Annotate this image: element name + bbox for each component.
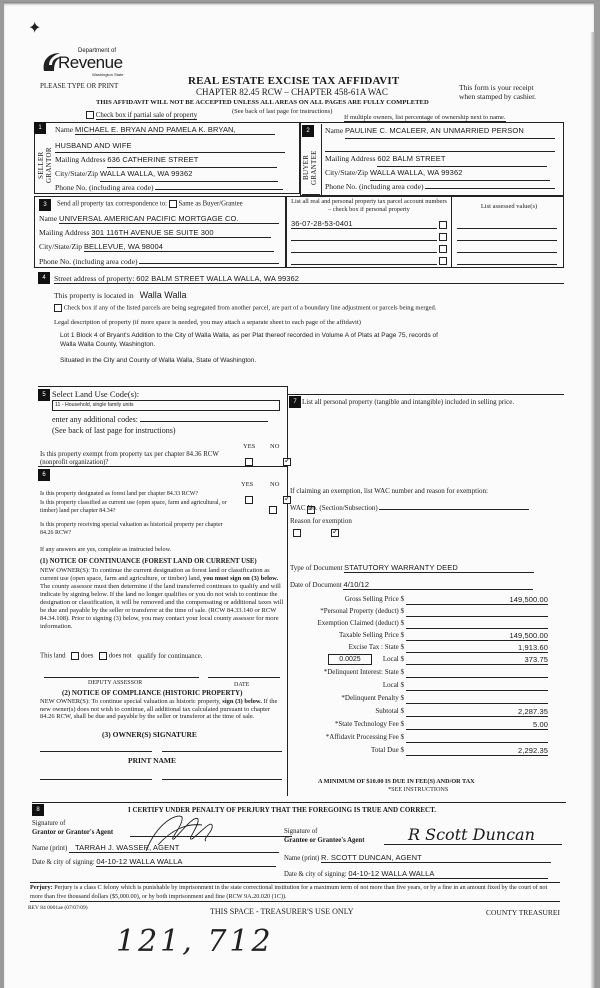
section-1-number: 1 [34, 122, 46, 134]
corr-phone-label: Phone No. (including area code) [39, 257, 138, 266]
same-as-buyer-checkbox[interactable] [169, 200, 177, 208]
processing-fee-input[interactable] [406, 733, 548, 743]
yes-header-6: YES [241, 481, 254, 488]
segregated-checkbox[interactable] [54, 304, 62, 312]
grantor-name-row [32, 843, 279, 853]
subtotal-label: Subtotal $ [375, 707, 404, 715]
tech-fee-label: *State Technology Fee $ [334, 720, 404, 728]
segregated-label: Check box if any of the listed parcels are being segregated from another parcel, are part of a boundary line adjustment or parcels being merged. [63, 304, 437, 312]
seller-name-input[interactable]: MICHAEL E. BRYAN AND PAMELA K. BRYAN, [75, 125, 275, 135]
reason-label: Reason for exemption [290, 517, 352, 525]
send-correspondence-row [57, 200, 243, 208]
amount-row-delinquent-interest-state [288, 668, 554, 681]
buyer-grantee-label: BUYER GRANTEE [302, 141, 320, 195]
amount-row-delinquent-interest-local [288, 681, 554, 694]
grantor-date-row [32, 857, 276, 867]
corr-name-row [39, 214, 279, 224]
handwritten-number: 121, 712 [116, 924, 274, 959]
seller-name-row [55, 125, 295, 139]
form-subtitle: CHAPTER 82.45 RCW – CHAPTER 458-61A WAC [196, 87, 388, 97]
street-address-label: Street address of property: [54, 274, 135, 283]
delinquent-penalty-input[interactable] [406, 694, 548, 704]
personal-property-label: List all personal property (tangible and intangible) included in selling price. [302, 398, 515, 406]
doc-date-row [290, 580, 533, 590]
partial-sale-checkbox[interactable] [86, 111, 94, 119]
send-correspondence-label: Send all property tax correspondence to: [57, 200, 168, 208]
parcel-row [291, 243, 561, 255]
does-not-checkbox[interactable] [99, 652, 107, 660]
amount-row-subtotal [288, 707, 554, 720]
amount-table [288, 595, 554, 759]
seller-phone-label: Phone No. (including area code) [55, 183, 154, 192]
personal-property-checkbox[interactable] [439, 233, 447, 241]
does-label: does [80, 652, 94, 660]
excise-state-label: Excise Tax : State $ [348, 643, 404, 651]
seller-mailing-input[interactable]: 636 CATHERINE STREET [107, 153, 277, 168]
assessed-value-input[interactable] [457, 243, 557, 253]
notice-compliance-text-b: If the new owner(s) does not wish to continue, all additional tax calculated pursuant to chapter 84.26 RCW, shall be due and payable by the seller or transferor at the time of sale. [40, 698, 278, 720]
receipt-note-1: This form is your receipt [459, 83, 534, 92]
subtotal-input[interactable]: 2,287.35 [406, 707, 548, 717]
notice-continuance-title: (1) NOTICE OF CONTINUANCE (FOREST LAND OR CURRENT USE) [40, 558, 257, 565]
section-2-buyer [300, 122, 564, 196]
grantee-name-input[interactable]: R. SCOTT DUNCAN, AGENT [321, 853, 551, 863]
excise-local-input[interactable]: 373.75 [406, 655, 548, 665]
section-1-seller [34, 122, 300, 194]
continuance-row [40, 652, 202, 660]
section-7-sale-info [288, 394, 564, 798]
section-8-number: 8 [32, 804, 44, 816]
doc-type-row [290, 563, 534, 573]
grantor-name-input[interactable]: TARRAH J. WASSER, AGENT [69, 843, 279, 853]
corr-mailing-row [39, 228, 271, 238]
street-address-input[interactable]: 602 BALM STREET WALLA WALLA, WA 99362 [136, 274, 300, 283]
does-not-label: does not [108, 652, 132, 660]
doc-date-input[interactable]: 4/10/12 [343, 580, 533, 590]
grantee-name-row [284, 853, 551, 863]
corr-phone-input[interactable] [139, 256, 279, 264]
parcel-number-input[interactable] [291, 255, 437, 265]
dor-logo-line3: Washington State [92, 72, 124, 77]
buyer-phone-row [325, 180, 561, 194]
personal-property-checkbox[interactable] [439, 257, 447, 265]
qualify-label: qualify for continuance. [137, 652, 203, 660]
personal-property-checkbox[interactable] [439, 245, 447, 253]
current-use-question: Is this property classified as current use (open space, farm and agricultural, or timber) land per chapter 84.34? [40, 500, 227, 514]
exemption-label: If claiming an exemption, list WAC number and reason for exemption: [290, 487, 488, 495]
located-label: This property is located in [54, 291, 134, 300]
amount-row-excise-local [288, 655, 554, 668]
parcel-row [291, 219, 561, 231]
seller-fields [55, 125, 295, 195]
doc-type-input[interactable]: STATUTORY WARRANTY DEED [344, 563, 534, 573]
receipt-note-2: when stamped by cashier. [459, 92, 537, 101]
corr-mailing-input[interactable]: 301 116TH AVENUE SE SUITE 300 [91, 228, 271, 238]
amount-row-delinquent-penalty [288, 694, 554, 707]
minimum-note: A MINIMUM OF $10.00 IS DUE IN FEE(S) AND/OR TAX [318, 778, 475, 785]
amount-row-tech-fee [288, 720, 554, 733]
segregated-row [54, 304, 436, 312]
buyer-name-label: Name [325, 126, 344, 135]
section-4-number: 4 [38, 272, 50, 284]
seller-mailing-row [55, 153, 295, 167]
scan-mark-icon: ✦ [28, 18, 42, 37]
processing-fee-label: *Affidavit Processing Fee $ [325, 733, 404, 741]
total-due-input[interactable]: 2,292.35 [406, 746, 548, 756]
notice-continuance-text [40, 567, 284, 631]
yes-header: YES [243, 443, 256, 450]
buyer-fields [321, 124, 561, 196]
additional-codes-input[interactable] [140, 414, 268, 422]
perjury-text: Perjury is a class C felony which is punishable by imprisonment in the state correctional institution for a maximum term of not more than five years, or by a fine in an amount fixed by the court of not more than five thousand dollars ($5,000.00), or by both imprisonment and fine (RCW 9A.20.020 (1C)). [30, 884, 548, 900]
delinquent-interest-state-label: *Delinquent Interest: State $ [323, 668, 404, 676]
reason-input[interactable] [290, 527, 550, 557]
print-name-label: PRINT NAME [128, 756, 176, 765]
section-5-land-use [38, 386, 288, 466]
legal-description-line3[interactable]: Situated in the City and County of Walla Walla, State of Washington. [60, 357, 257, 364]
buyer-city-row [325, 166, 561, 180]
wac-input[interactable] [379, 502, 529, 510]
instructions-note: (See back of last page for instructions) [232, 108, 333, 115]
legal-description-line1[interactable]: Lot 1 Block 4 of Bryant's Addition to the City of Walla Walla, as per Plat thereof recorded in Volume A of Plats at Page 75, records of [60, 332, 438, 339]
buyer-name-input[interactable]: PAULINE C. MCALEER, AN UNMARRIED PERSON [345, 124, 555, 139]
parcel-number-input[interactable] [291, 243, 437, 253]
excise-state-input[interactable]: 1,913.60 [406, 643, 548, 653]
notice-compliance-bold: sign (3) below. [222, 698, 262, 705]
located-value[interactable]: Walla Walla [139, 290, 187, 300]
seller-mailing-label: Mailing Address [55, 155, 106, 164]
parcel-rows [291, 219, 561, 267]
street-address-row [54, 274, 564, 284]
seller-grantor-label: SELLER GRANTOR [37, 147, 53, 183]
current-use-yes-checkbox[interactable] [269, 506, 277, 514]
perjury-bold: Perjury: [30, 884, 53, 891]
no-header: NO [270, 443, 280, 450]
buyer-phone-input[interactable] [425, 180, 555, 189]
type-or-print: PLEASE TYPE OR PRINT [40, 82, 119, 90]
form-number: REV 84 0001ae (07/07/09) [28, 905, 88, 911]
parcel-number-input[interactable]: 36-07-28-53-0401 [291, 219, 437, 229]
seller-phone-row [55, 181, 295, 195]
section-6-designations [38, 466, 288, 796]
amount-row-taxable [288, 631, 554, 643]
seller-city-row [55, 167, 295, 181]
affidavit-page [4, 2, 594, 988]
land-use-select[interactable]: 11 - Household, single family units [52, 400, 280, 411]
buyer-mailing-label: Mailing Address [325, 154, 376, 163]
located-row [54, 290, 186, 300]
seller-phone-input[interactable] [155, 181, 283, 190]
total-due-label: Total Due $ [371, 746, 404, 754]
parcel-row [291, 231, 561, 243]
dor-logo [40, 47, 130, 77]
amount-row-exemption [288, 619, 554, 631]
excise-local-label: Local $ [382, 655, 404, 663]
buyer-city-input[interactable]: WALLA WALLA, WA 99362 [370, 166, 550, 181]
corr-name-input[interactable]: UNIVERSAL AMERICAN PACIFIC MORTGAGE CO. [59, 214, 279, 224]
amount-row-personal [288, 607, 554, 619]
amount-row-total [288, 746, 554, 759]
parcel-number-input[interactable] [291, 231, 437, 241]
section-5-number: 5 [38, 389, 50, 401]
notice-continuance-text-b: The county assessor must then determine if the land transferred continues to qualify and will indicate by signing below. If the land no longer qualifies or you do not wish to continue the designation or classification, it will be removed and the compensating or additional taxes will be due and payable by the seller or transferor at the time of sale. (RCW 84.33.140 or RCW 84.34.108). Prior to signing (3) below, you may contact your local county assessor for more information. [40, 583, 284, 630]
forest-yes-checkbox[interactable] [245, 496, 253, 504]
treasurer-space-label: THIS SPACE - TREASURER'S USE ONLY [210, 907, 354, 916]
assessed-value-input[interactable] [457, 219, 557, 229]
seller-city-input[interactable]: WALLA WALLA, WA 99362 [100, 167, 278, 182]
grantee-signature[interactable]: R Scott Duncan [408, 825, 535, 844]
wac-label: WAC No. (Section/Subsection) [290, 504, 378, 512]
doc-date-label: Date of Document [290, 581, 342, 589]
section-2-number: 2 [302, 125, 314, 137]
buyer-mailing-row [325, 152, 561, 166]
seller-name-input-2[interactable]: HUSBAND AND WIFE [55, 139, 285, 153]
parcel-header: List all real and personal property tax parcel account numbers – check box if personal property [291, 198, 447, 213]
section-3-tax-correspondence [34, 196, 286, 268]
taxable-price-label: Taxable Selling Price $ [338, 631, 404, 639]
grantee-sig-label-2: Grantee or Grantee's Agent [284, 837, 365, 844]
doc-type-label: Type of Document [290, 564, 343, 572]
personal-property-input[interactable] [302, 419, 542, 479]
dor-logo-line1: Department of [78, 48, 117, 54]
grantee-sig-label-1: Signature of [284, 828, 318, 835]
corr-phone-row [39, 256, 279, 266]
personal-property-checkbox[interactable] [439, 221, 447, 229]
delinquent-interest-state-input[interactable] [406, 668, 548, 678]
taxable-price-input[interactable]: 149,500.00 [406, 631, 548, 641]
county-treasurer-label: COUNTY TREASUREI [486, 908, 560, 917]
if-yes-note: If any answers are yes, complete as instructed below. [40, 546, 172, 553]
personal-property-deduct-label: *Personal Property (deduct) $ [320, 607, 404, 615]
grantee-name-label: Name (print) [284, 855, 320, 862]
parcel-row [291, 255, 561, 267]
corr-city-label: City/State/Zip [39, 242, 83, 251]
grantor-date-input[interactable]: 04-10-12 WALLA WALLA [96, 857, 276, 867]
no-header-6: NO [270, 481, 280, 488]
historical-question: Is this property receiving special valuation as historical property per chapter 84.26 RCW? [40, 522, 223, 536]
notice-continuance-bold: you must sign on (3) below. [202, 575, 279, 582]
exemption-deduct-label: Exemption Claimed (deduct) $ [317, 619, 404, 627]
notice-compliance-title: (2) NOTICE OF COMPLIANCE (HISTORIC PROPERTY) [62, 689, 243, 697]
corr-city-row [39, 242, 274, 252]
scan-edge-shadow [590, 32, 596, 988]
print-name-line-2[interactable] [162, 779, 282, 780]
section-7-number: 7 [289, 396, 301, 408]
partial-sale-row [86, 111, 197, 119]
local-rate-input[interactable]: 0.0025 [328, 654, 372, 665]
gross-price-input[interactable]: 149,500.00 [406, 595, 548, 605]
dor-logo-line2: Revenue [58, 53, 123, 72]
corr-city-input[interactable]: BELLEVUE, WA 98004 [84, 242, 274, 252]
section-6-number: 6 [38, 469, 50, 481]
additional-codes-label: enter any additional codes: [52, 415, 138, 424]
grantor-name-label: Name (print) [32, 845, 68, 852]
amount-row-processing-fee [288, 733, 554, 746]
grantee-signature-line[interactable] [384, 844, 562, 845]
wac-row [290, 502, 529, 512]
gross-price-label: Gross Selling Price $ [344, 595, 404, 603]
amount-row-gross [288, 595, 554, 607]
assessor-date-label: DATE [234, 682, 250, 688]
seller-city-label: City/State/Zip [55, 169, 99, 178]
same-as-buyer-label: Same as Buyer/Grantee [178, 200, 243, 208]
parcel-list [286, 196, 564, 268]
see-instructions: *SEE INSTRUCTIONS [388, 786, 449, 793]
assessed-value-input[interactable] [457, 231, 557, 241]
owner-signature-line-2[interactable] [162, 751, 282, 752]
owner-signature-label: (3) OWNER(S) SIGNATURE [102, 730, 197, 739]
buyer-phone-label: Phone No. (including area code) [325, 182, 424, 191]
grantee-date-input[interactable]: 04-10-12 WALLA WALLA [348, 869, 548, 879]
owner-signature-line-1[interactable] [40, 751, 152, 752]
corr-name-label: Name [39, 214, 58, 223]
form-title: REAL ESTATE EXCISE TAX AFFIDAVIT [188, 75, 400, 87]
seller-name-label: Name [55, 125, 74, 134]
deputy-assessor-label: DEPUTY ASSESSOR [88, 680, 143, 686]
exempt-question: Is this property exempt from property tax per chapter 84.36 RCW (nonprofit organization)? [40, 451, 219, 466]
section-8-signatures [32, 802, 566, 880]
notice-continuance-text-a: NEW OWNER(S): To continue the current designation as forest land or classification as current use (open space, farm and agriculture, or timber) land, [40, 567, 270, 582]
deputy-assessor-line[interactable] [44, 677, 199, 678]
legal-description-line2[interactable]: Walla Walla County, Washington. [60, 341, 156, 348]
does-checkbox[interactable] [71, 652, 79, 660]
forest-land-question: Is this property designated as forest land per chapter 84.33 RCW? [40, 491, 199, 497]
partial-sale-label: Check box if partial sale of property [95, 111, 198, 119]
see-back-note: (See back of last page for instructions) [52, 426, 176, 435]
grantor-sig-label-2: Grantor or Grantor's Agent [32, 829, 114, 836]
exemption-deduct-input[interactable] [406, 619, 548, 629]
section-3-number: 3 [39, 199, 51, 211]
certify-statement: I CERTIFY UNDER PENALTY OF PERJURY THAT THE FOREGOING IS TRUE AND CORRECT. [128, 806, 437, 814]
grantor-sig-label-1: Signature of [32, 820, 66, 827]
assessed-header: List assessed value(s) [480, 203, 538, 210]
delinquent-interest-local-label: Local $ [382, 681, 404, 689]
land-use-label: Select Land Use Code(s): [52, 389, 140, 399]
warning-text: THIS AFFIDAVIT WILL NOT BE ACCEPTED UNLESS ALL AREAS ON ALL PAGES ARE FULLY COMPLETED [96, 99, 429, 106]
print-name-line-1[interactable] [40, 779, 152, 780]
buyer-city-label: City/State/Zip [325, 168, 369, 177]
assessed-value-input[interactable] [457, 255, 557, 265]
grantee-date-row [284, 869, 548, 879]
notice-compliance-text [40, 698, 284, 721]
assessor-date-line[interactable] [208, 677, 280, 678]
delinquent-penalty-label: *Delinquent Penalty $ [341, 694, 404, 702]
additional-codes-row [52, 414, 268, 424]
personal-property-deduct-input[interactable] [406, 607, 548, 617]
tech-fee-input[interactable]: 5.00 [406, 720, 548, 730]
buyer-mailing-input[interactable]: 602 BALM STREET [377, 152, 547, 167]
multiple-owners-note: If multiple owners, list percentage of ownership next to name. [344, 114, 506, 121]
this-land-label: This land [40, 652, 66, 660]
grantee-date-label: Date & city of signing: [284, 871, 347, 878]
buyer-name-row [325, 124, 561, 138]
delinquent-interest-local-input[interactable] [406, 681, 548, 691]
perjury-notice [30, 882, 560, 902]
corr-mailing-label: Mailing Address [39, 228, 90, 237]
notice-compliance-text-a: NEW OWNER(S): To continue special valuation as historic property, [40, 698, 223, 705]
grantor-date-label: Date & city of signing: [32, 859, 95, 866]
buyer-name-input-2[interactable] [325, 138, 555, 152]
legal-description-label: Legal description of property (if more space is needed, you may attach a separate sheet to each page of the affidavit) [54, 319, 361, 326]
